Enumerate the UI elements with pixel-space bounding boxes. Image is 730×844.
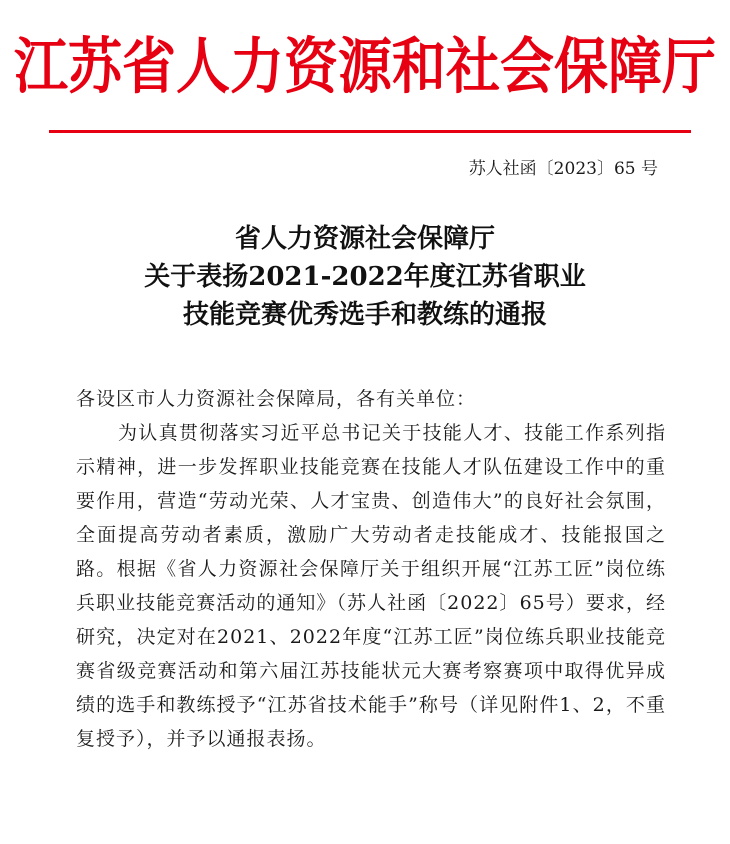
red-divider-line — [49, 130, 691, 133]
salutation: 各设区市人力资源社会保障局，各有关单位： — [76, 388, 477, 410]
body-paragraph: 为认真贯彻落实习近平总书记关于技能人才、技能工作系列指示精神，进一步发挥职业技能竞赛在技能人才队伍建设工作中的重要作用，营造“劳动光荣、人才宝贵、创造伟大”的良好社会氛围，全面提高劳动者素质，激励广大劳动者走技能成才、技能报国之路。根据《省人力资源社会保障厅关于组织开展“江苏工匠”岗位练兵职业技能竞赛活动的通知》（苏人社函〔2022〕65号）要求，经研究，决定对在2021、2022年度“江苏工匠”岗位练兵职业技能竞赛省级竞赛活动和第六届江苏技能状元大赛考察赛项中取得优异成绩的选手和教练授予“江苏省技术能手”称号（详见附件1、2，不重复授予），并予以通报表扬。 — [76, 422, 666, 750]
title-line-2: 关于表扬2021-2022年度江苏省职业 — [144, 262, 586, 292]
title-line-1: 省人力资源社会保障厅 — [234, 224, 495, 254]
agency-masthead: 江苏省人力资源和社会保障厅 — [14, 30, 716, 102]
document-title — [0, 220, 730, 334]
document-body — [76, 382, 666, 756]
document-number: 苏人社函〔2023〕65 号 — [468, 159, 658, 179]
title-line-3: 技能竞赛优秀选手和教练的通报 — [182, 300, 547, 330]
